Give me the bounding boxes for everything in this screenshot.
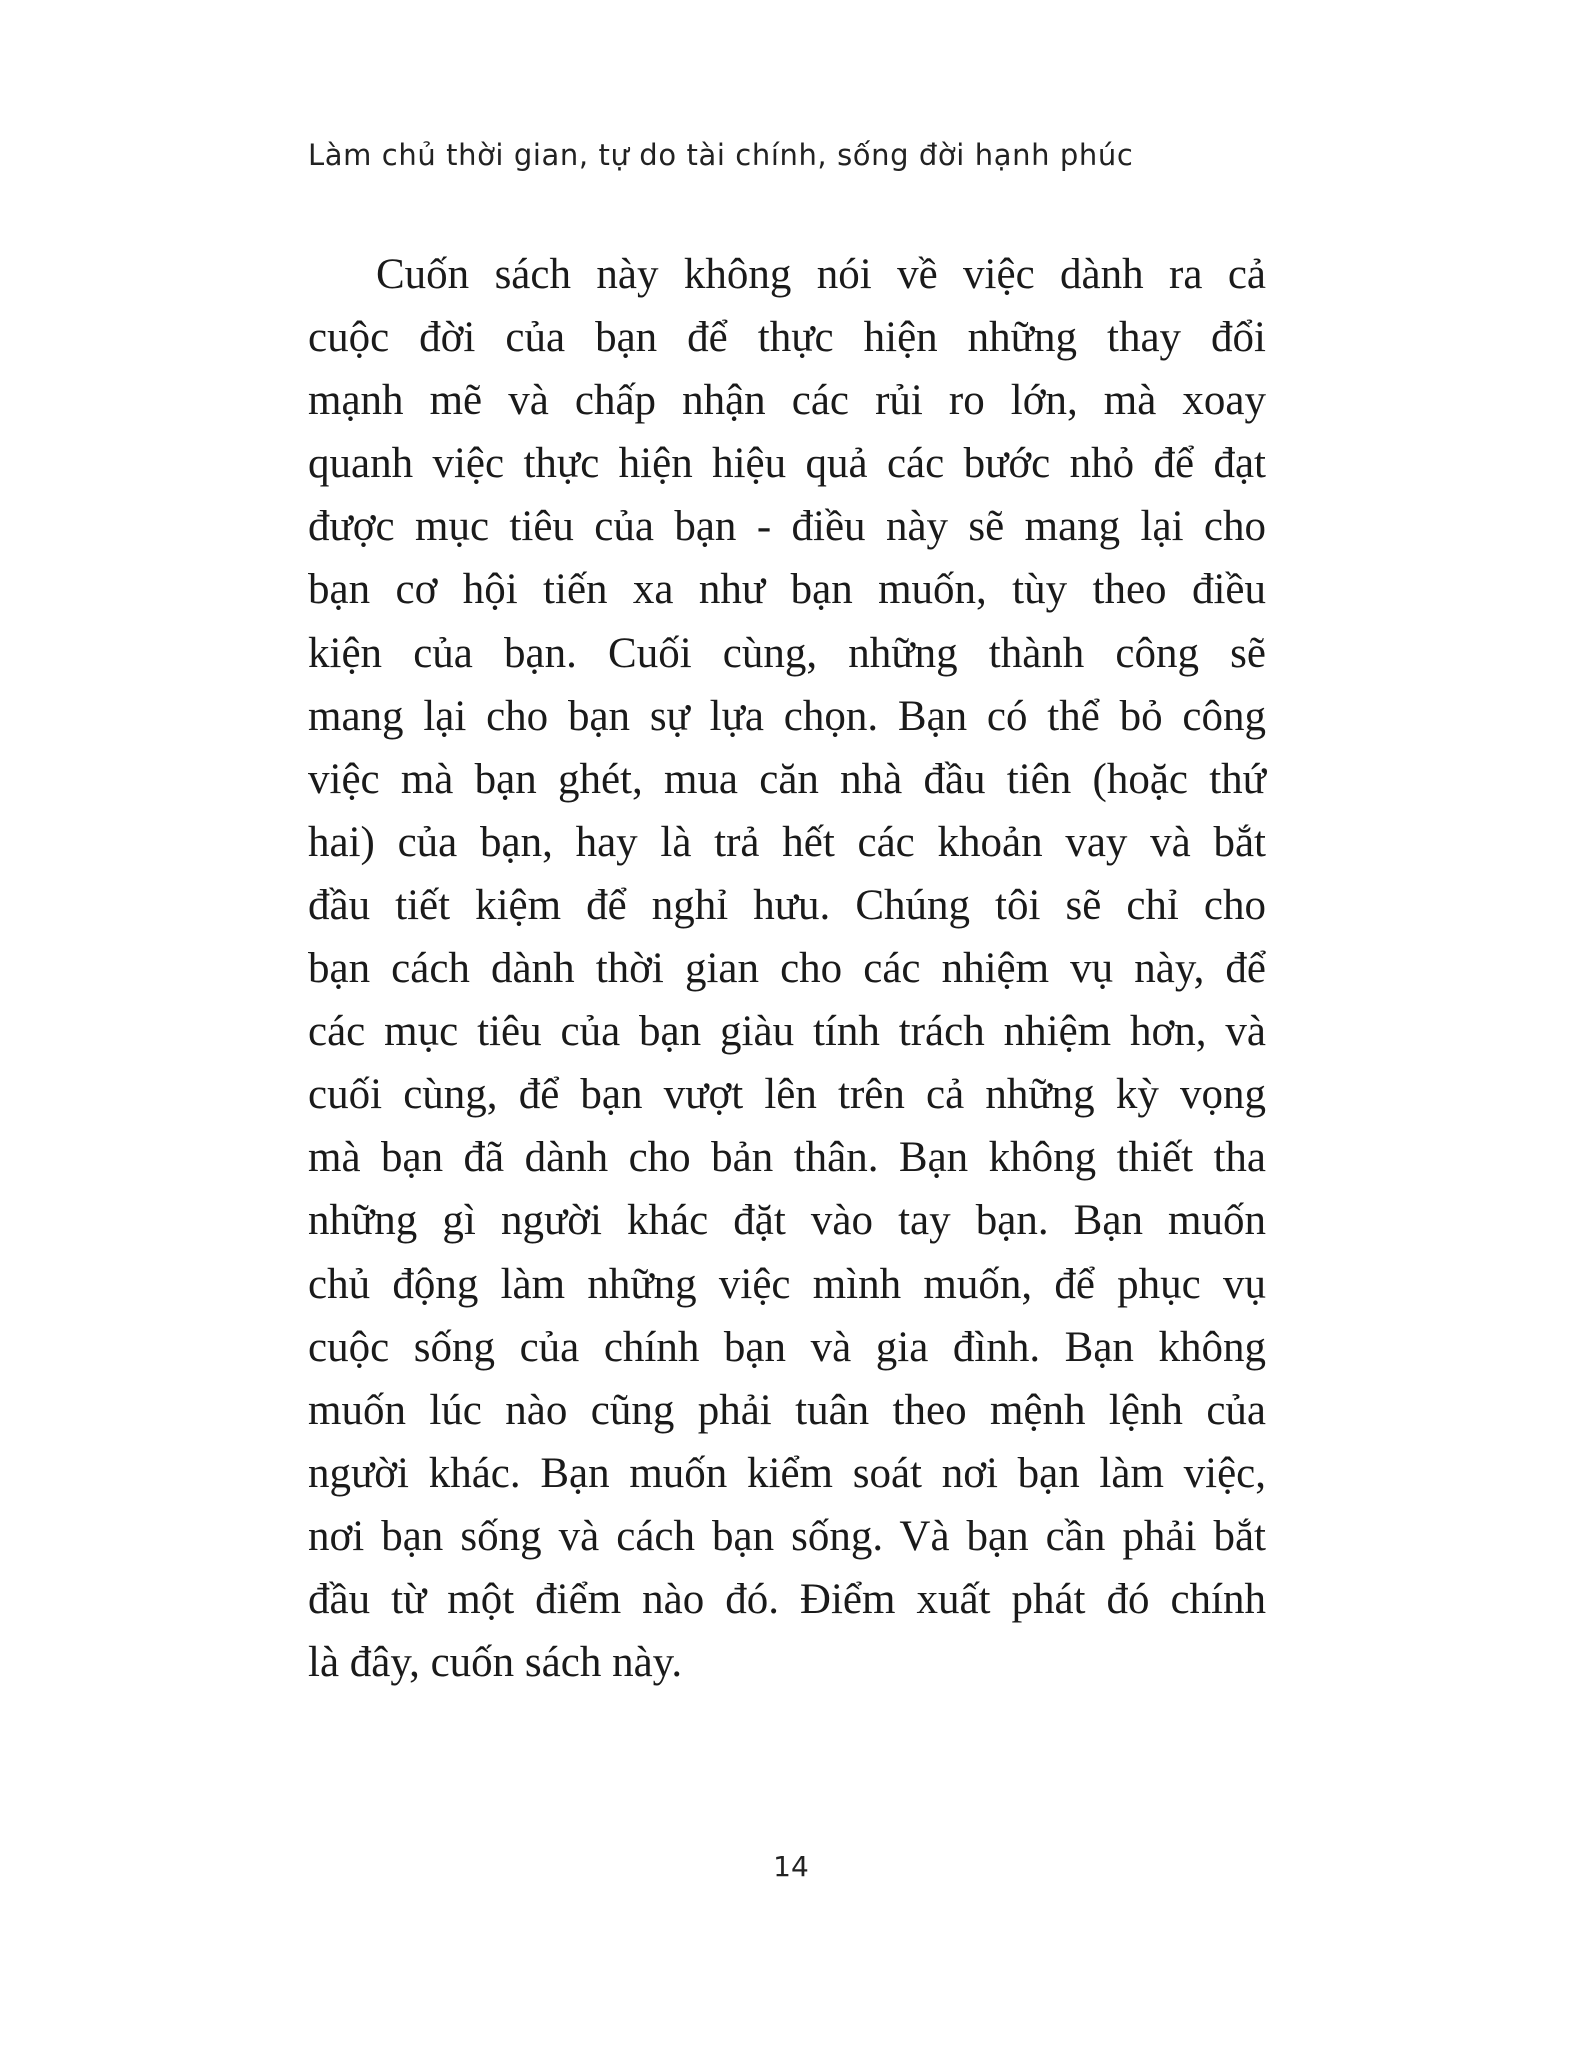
paragraph-line: mạnh mẽ và chấp nhận các rủi ro lớn, mà xoay [308, 377, 1266, 425]
paragraph-line: là đây, cuốn sách này. [308, 1639, 683, 1687]
paragraph-line: kiện của bạn. Cuối cùng, những thành công sẽ [308, 629, 1266, 677]
paragraph-line: được mục tiêu của bạn - điều này sẽ mang lại cho [308, 503, 1266, 551]
paragraph-line: đầu tiết kiệm để nghỉ hưu. Chúng tôi sẽ chỉ cho [308, 881, 1266, 929]
paragraph-line: việc mà bạn ghét, mua căn nhà đầu tiên (hoặc thứ [308, 755, 1266, 803]
running-header: Làm chủ thời gian, tự do tài chính, sống đời hạnh phúc [308, 138, 1134, 172]
paragraph-line: hai) của bạn, hay là trả hết các khoản vay và bắt [308, 818, 1266, 866]
paragraph-line: muốn lúc nào cũng phải tuân theo mệnh lệnh của [308, 1386, 1266, 1434]
page-number: 14 [773, 1850, 809, 1883]
paragraph-line: bạn cơ hội tiến xa như bạn muốn, tùy theo điều [308, 566, 1266, 614]
paragraph-line: Cuốn sách này không nói về việc dành ra cả [376, 251, 1266, 298]
paragraph-line: mang lại cho bạn sự lựa chọn. Bạn có thể bỏ công [308, 692, 1266, 740]
paragraph-line: cuộc đời của bạn để thực hiện những thay đổi [308, 314, 1266, 362]
paragraph-line: nơi bạn sống và cách bạn sống. Và bạn cần phải bắt [308, 1512, 1266, 1560]
paragraph-line: đầu từ một điểm nào đó. Điểm xuất phát đó chính [308, 1575, 1266, 1623]
paragraph-line: mà bạn đã dành cho bản thân. Bạn không thiết tha [308, 1134, 1266, 1182]
paragraph-line: cuộc sống của chính bạn và gia đình. Bạn không [308, 1323, 1266, 1371]
paragraph-line: bạn cách dành thời gian cho các nhiệm vụ này, để [308, 945, 1266, 993]
paragraph-line: quanh việc thực hiện hiệu quả các bước nhỏ để đạt [308, 440, 1266, 488]
paragraph-line: người khác. Bạn muốn kiểm soát nơi bạn làm việc, [308, 1449, 1266, 1497]
paragraph-line: chủ động làm những việc mình muốn, để phục vụ [308, 1260, 1266, 1308]
paragraph-line: những gì người khác đặt vào tay bạn. Bạn muốn [308, 1197, 1266, 1245]
body-paragraph [308, 243, 1266, 1694]
paragraph-line: cuối cùng, để bạn vượt lên trên cả những kỳ vọng [308, 1071, 1266, 1119]
paragraph-line: các mục tiêu của bạn giàu tính trách nhiệm hơn, và [308, 1008, 1266, 1056]
